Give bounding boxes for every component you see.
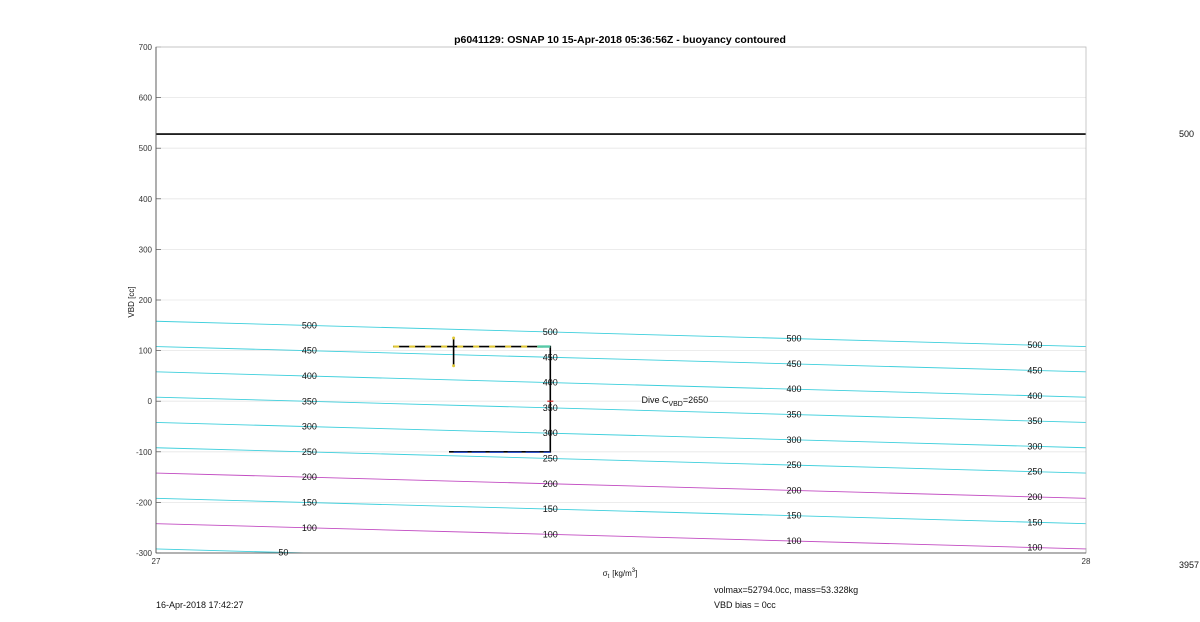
y-tick-label: -300 [135,549,152,558]
contour-label-500: 500 [542,326,558,337]
contour-label-250: 250 [542,453,558,464]
contour-line-500 [156,321,1086,346]
y-tick-label: 600 [138,93,152,103]
x-axis-label-unit-superscript: 3 [631,568,636,574]
footer-vbd-bias: VBD bias = 0cc [714,600,776,610]
labels [278,320,1042,557]
footer-volmax-mass: volmax=52794.0cc, mass=53.328kg [714,585,859,595]
contour-line-200 [156,473,1086,498]
contour-label-250: 250 [786,460,802,471]
y-tick-label: 200 [138,296,152,305]
contour-label-150: 150 [542,504,558,515]
contour-line-300 [156,422,1086,447]
contour-label-500: 500 [301,320,317,331]
contour-label-400: 400 [542,377,558,388]
y-tick-label: -200 [135,498,152,508]
annotation-subscript: VBD [668,401,683,409]
contour-label-500: 500 [786,333,802,344]
marker-cross-top [452,336,455,339]
contour-label-450: 450 [1027,365,1043,376]
contour-label-400: 400 [301,371,317,382]
contour-label-100: 100 [542,529,558,540]
contour-line-400 [156,372,1086,397]
contour-label-350: 350 [542,402,558,413]
contour-label-250: 250 [301,446,317,457]
contour-label-300: 300 [542,428,558,439]
contour-label-400: 400 [786,384,802,395]
contour-label-200: 200 [301,472,317,483]
contour-label-200: 200 [786,485,802,496]
contour-label-150: 150 [1027,517,1043,528]
chart-title: p6041129: OSNAP 10 15-Apr-2018 05:36:56Z - buoyancy contoured [454,34,786,46]
y-axis-label: VBD [cc] [127,286,136,318]
contour-label-400: 400 [1027,390,1043,401]
contour-label-200: 200 [542,478,558,489]
right-label-bottom: 3957 [1179,560,1200,570]
contour-lines [156,321,1086,574]
contour-label-300: 300 [786,434,802,445]
contour-label-150: 150 [786,510,802,521]
contour-label-150: 150 [301,497,317,508]
contour-label-450: 450 [542,352,558,363]
contour-label-350: 350 [786,409,802,420]
contour-label-500: 500 [1027,340,1043,351]
x-axis-label-unit: [kg/m [612,569,632,578]
x-axis-label [603,568,638,580]
annotation-dive-c [641,395,708,408]
contour-label-300: 300 [301,421,317,432]
contour-label-100: 100 [1027,542,1043,553]
contour-label-100: 100 [786,536,802,547]
y-tick-label: 700 [138,43,152,52]
x-axis-label-subscript: t [607,574,610,580]
x-axis-label-unit-end: ] [635,569,638,578]
y-tick-label: 100 [138,346,152,356]
annotation-prefix: Dive C [641,395,669,406]
contour-label-50: 50 [278,547,289,558]
dive-path [393,347,550,452]
contour-label-350: 350 [1027,416,1043,427]
y-tick-label: 400 [138,194,152,204]
y-tick-label: 0 [147,397,152,407]
contour-label-350: 350 [301,396,317,407]
marker-cross-bottom [452,364,455,367]
contour-label-100: 100 [301,522,317,533]
right-label-top: 500 [1179,129,1195,139]
annotation-value: =2650 [682,395,709,406]
contour-label-250: 250 [1027,466,1043,477]
y-tick-label: 500 [138,144,152,154]
dive-series [156,134,1086,452]
y-tick-label: 300 [138,245,152,255]
x-tick-label: 27 [151,557,161,566]
x-tick-label: 28 [1081,557,1091,566]
contour-line-100 [156,524,1086,549]
contour-label-450: 450 [786,358,802,369]
axes [136,43,1091,566]
y-tick-label: -100 [135,447,152,457]
footer-timestamp: 16-Apr-2018 17:42:27 [156,600,244,610]
contour-label-200: 200 [1027,491,1043,502]
contour-label-300: 300 [1027,441,1043,452]
x-axis-label-symbol: σ [602,569,608,578]
contour-label-450: 450 [301,345,317,356]
